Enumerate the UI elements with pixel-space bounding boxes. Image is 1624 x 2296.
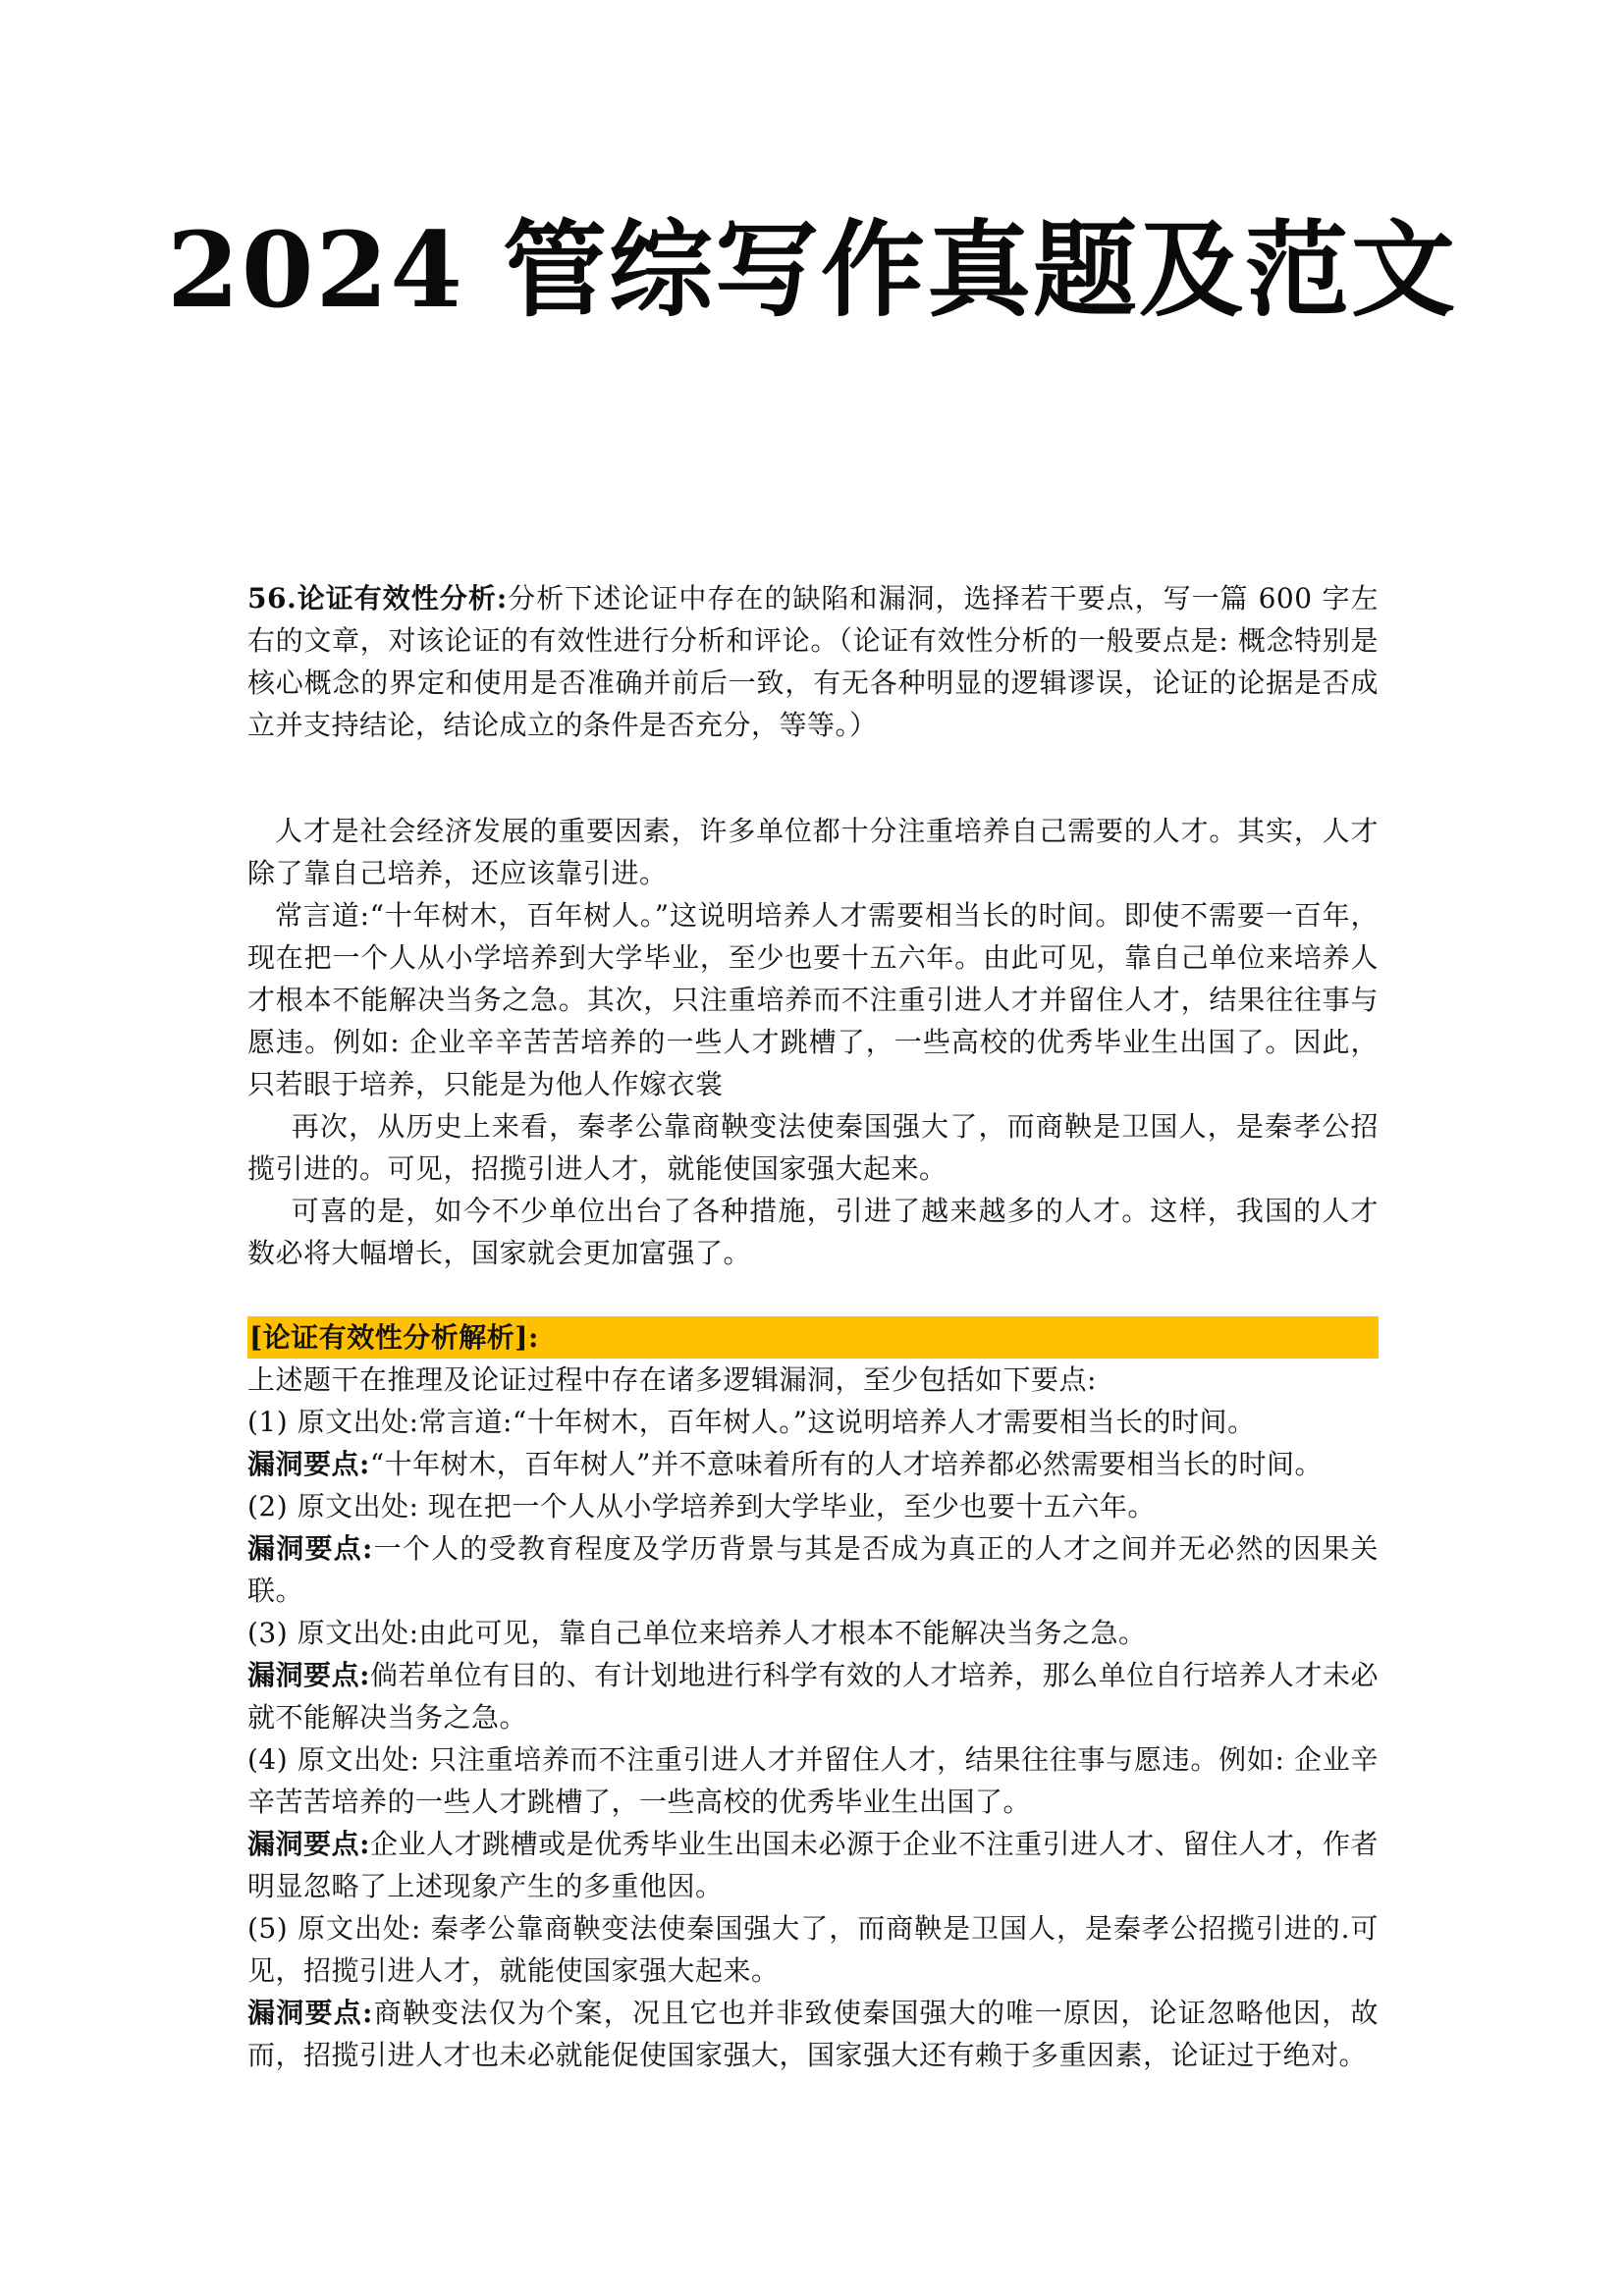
analysis-flaw-5 <box>247 1992 1379 2076</box>
analysis-flaw-2 <box>247 1527 1379 1612</box>
flaw-text: 一个人的受教育程度及学历背景与其是否成为真正的人才之间并无必然的因果关联。 <box>247 1532 1379 1607</box>
analysis-flaw-4 <box>247 1823 1379 1907</box>
flaw-text: “十年树木，百年树人”并不意味着所有的人才培养都必然需要相当长的时间。 <box>369 1448 1323 1480</box>
spacer <box>247 1274 1379 1316</box>
analysis-source-4: (4) 原文出处: 只注重培养而不注重引进人才并留住人才，结果往往事与愿违。例如: 企业辛辛苦苦培养的一些人才跳槽了，一些高校的优秀毕业生出国了。 <box>247 1743 1379 1818</box>
analysis-intro: 上述题干在推理及论证过程中存在诸多逻辑漏洞，至少包括如下要点: <box>247 1363 1097 1396</box>
analysis-source-3: (3) 原文出处:由此可见，靠自己单位来培养人才根本不能解决当务之急。 <box>247 1617 1147 1649</box>
analysis-source-5: (5) 原文出处: 秦孝公靠商鞅变法使秦国强大了，而商鞅是卫国人，是秦孝公招揽引进的.可见，招揽引进人才，就能使国家强大起来。 <box>247 1912 1379 1987</box>
question-text: 分析下述论证中存在的缺陷和漏洞，选择若干要点，写一篇 600 字左右的文章，对该论证的有效性进行分析和评论。（论证有效性分析的一般要点是: 概念特别是核心概念的界定和使用是否准确并前后一致，有无各种明显的逻辑谬误，论证的论据是否成立并支持结论，结论成立的条件是否充分，等等。） <box>247 582 1379 741</box>
flaw-label: 漏洞要点: <box>247 1997 373 2029</box>
question-label: 56.论证有效性分析: <box>247 582 508 614</box>
document-title: 2024 管综写作真题及范文 <box>167 208 1457 331</box>
flaw-label: 漏洞要点: <box>247 1448 370 1480</box>
flaw-label: 漏洞要点: <box>247 1828 370 1860</box>
flaw-text: 企业人才跳槽或是优秀毕业生出国未必源于企业不注重引进人才、留住人才，作者明显忽略了上述现象产生的多重他因。 <box>247 1828 1379 1902</box>
flaw-text: 商鞅变法仅为个案，况且它也并非致使秦国强大的唯一原因，论证忽略他因，故而，招揽引进人才也未必就能促使国家强大，国家强大还有赖于多重因素，论证过于绝对。 <box>247 1997 1379 2071</box>
passage-paragraph-4: 可喜的是，如今不少单位出台了各种措施，引进了越来越多的人才。这样，我国的人才数必将大幅增长，国家就会更加富强了。 <box>247 1195 1379 1269</box>
analysis-source-2: (2) 原文出处: 现在把一个人从小学培养到大学毕业，至少也要十五六年。 <box>247 1490 1156 1522</box>
document-body <box>247 577 1379 2076</box>
passage-paragraph-3: 再次，从历史上来看，秦孝公靠商鞅变法使秦国强大了，而商鞅是卫国人，是秦孝公招揽引进的。可见，招揽引进人才，就能使国家强大起来。 <box>247 1110 1379 1185</box>
question-paragraph <box>247 577 1379 746</box>
analysis-heading: [论证有效性分析解析]: <box>247 1316 1379 1359</box>
flaw-text: 倘若单位有目的、有计划地进行科学有效的人才培养，那么单位自行培养人才未必就不能解决当务之急。 <box>247 1659 1379 1734</box>
spacer <box>247 788 1379 810</box>
analysis-flaw-1 <box>247 1443 1379 1485</box>
flaw-label: 漏洞要点: <box>247 1532 373 1565</box>
passage-paragraph-1: 人才是社会经济发展的重要因素，许多单位都十分注重培养自己需要的人才。其实，人才除了靠自己培养，还应该靠引进。 <box>247 815 1379 889</box>
flaw-label: 漏洞要点: <box>247 1659 370 1691</box>
passage-paragraph-2: 常言道:“十年树木，百年树人。”这说明培养人才需要相当长的时间。即使不需要一百年，现在把一个人从小学培养到大学毕业，至少也要十五六年。由此可见，靠自己单位来培养人才根本不能解决当务之急。其次，只注重培养而不注重引进人才并留住人才，结果往往事与愿违。例如: 企业辛辛苦苦培养的一些人才跳槽了，一些高校的优秀毕业生出国了。因此，只若眼于培养，只能是为他人作嫁衣裳 <box>247 899 1379 1100</box>
analysis-flaw-3 <box>247 1654 1379 1738</box>
spacer <box>247 746 1379 788</box>
analysis-source-1: (1) 原文出处:常言道:“十年树木，百年树人。”这说明培养人才需要相当长的时间。 <box>247 1406 1256 1438</box>
